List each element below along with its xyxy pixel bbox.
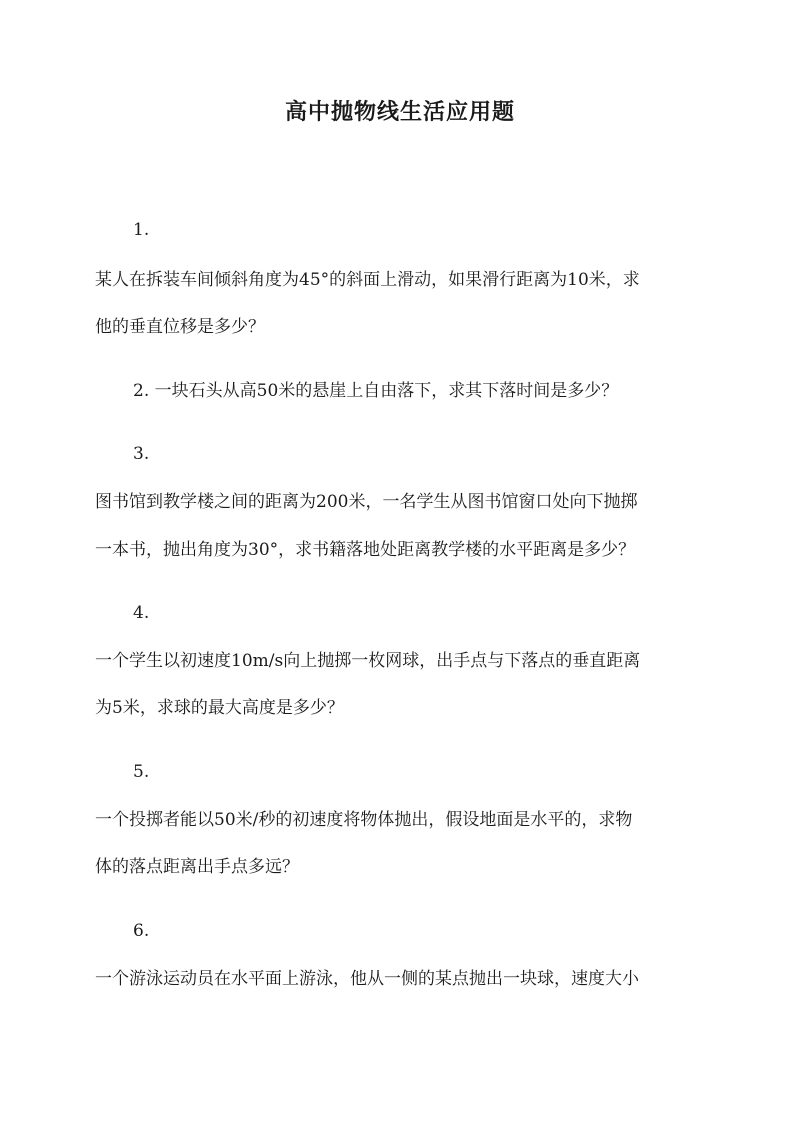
question-4-line-1: 一个学生以初速度10m/s向上抛掷一枚网球，出手点与下落点的垂直距离 [95,651,641,671]
question-1-line-1: 某人在拆装车间倾斜角度为45°的斜面上滑动，如果滑行距离为10米，求 [95,270,640,290]
question-2-text: 2. 一块石头从高50米的悬崖上自由落下，求其下落时间是多少？ [133,381,619,401]
question-3-line-1: 图书馆到教学楼之间的距离为200米，一名学生从图书馆窗口处向下抛掷 [95,492,638,512]
question-6-number: 6. [133,921,150,941]
question-1-line-2: 他的垂直位移是多少？ [95,317,265,337]
question-5-number: 5. [133,762,150,782]
question-6-line-1: 一个游泳运动员在水平面上游泳，他从一侧的某点抛出一块球，速度大小 [95,969,639,989]
question-5-line-2: 体的落点距离出手点多远？ [95,857,299,877]
document-title: 高中抛物线生活应用题 [284,99,515,125]
question-1-number: 1. [133,220,150,240]
question-5-line-1: 一个投掷者能以50米/秒的初速度将物体抛出，假设地面是水平的，求物 [95,810,633,830]
question-4-line-2: 为5米，求球的最大高度是多少？ [95,698,344,718]
question-3-number: 3. [133,444,150,464]
question-3-line-2: 一本书，抛出角度为30°，求书籍落地处距离教学楼的水平距离是多少？ [95,540,636,560]
question-4-number: 4. [133,603,150,623]
